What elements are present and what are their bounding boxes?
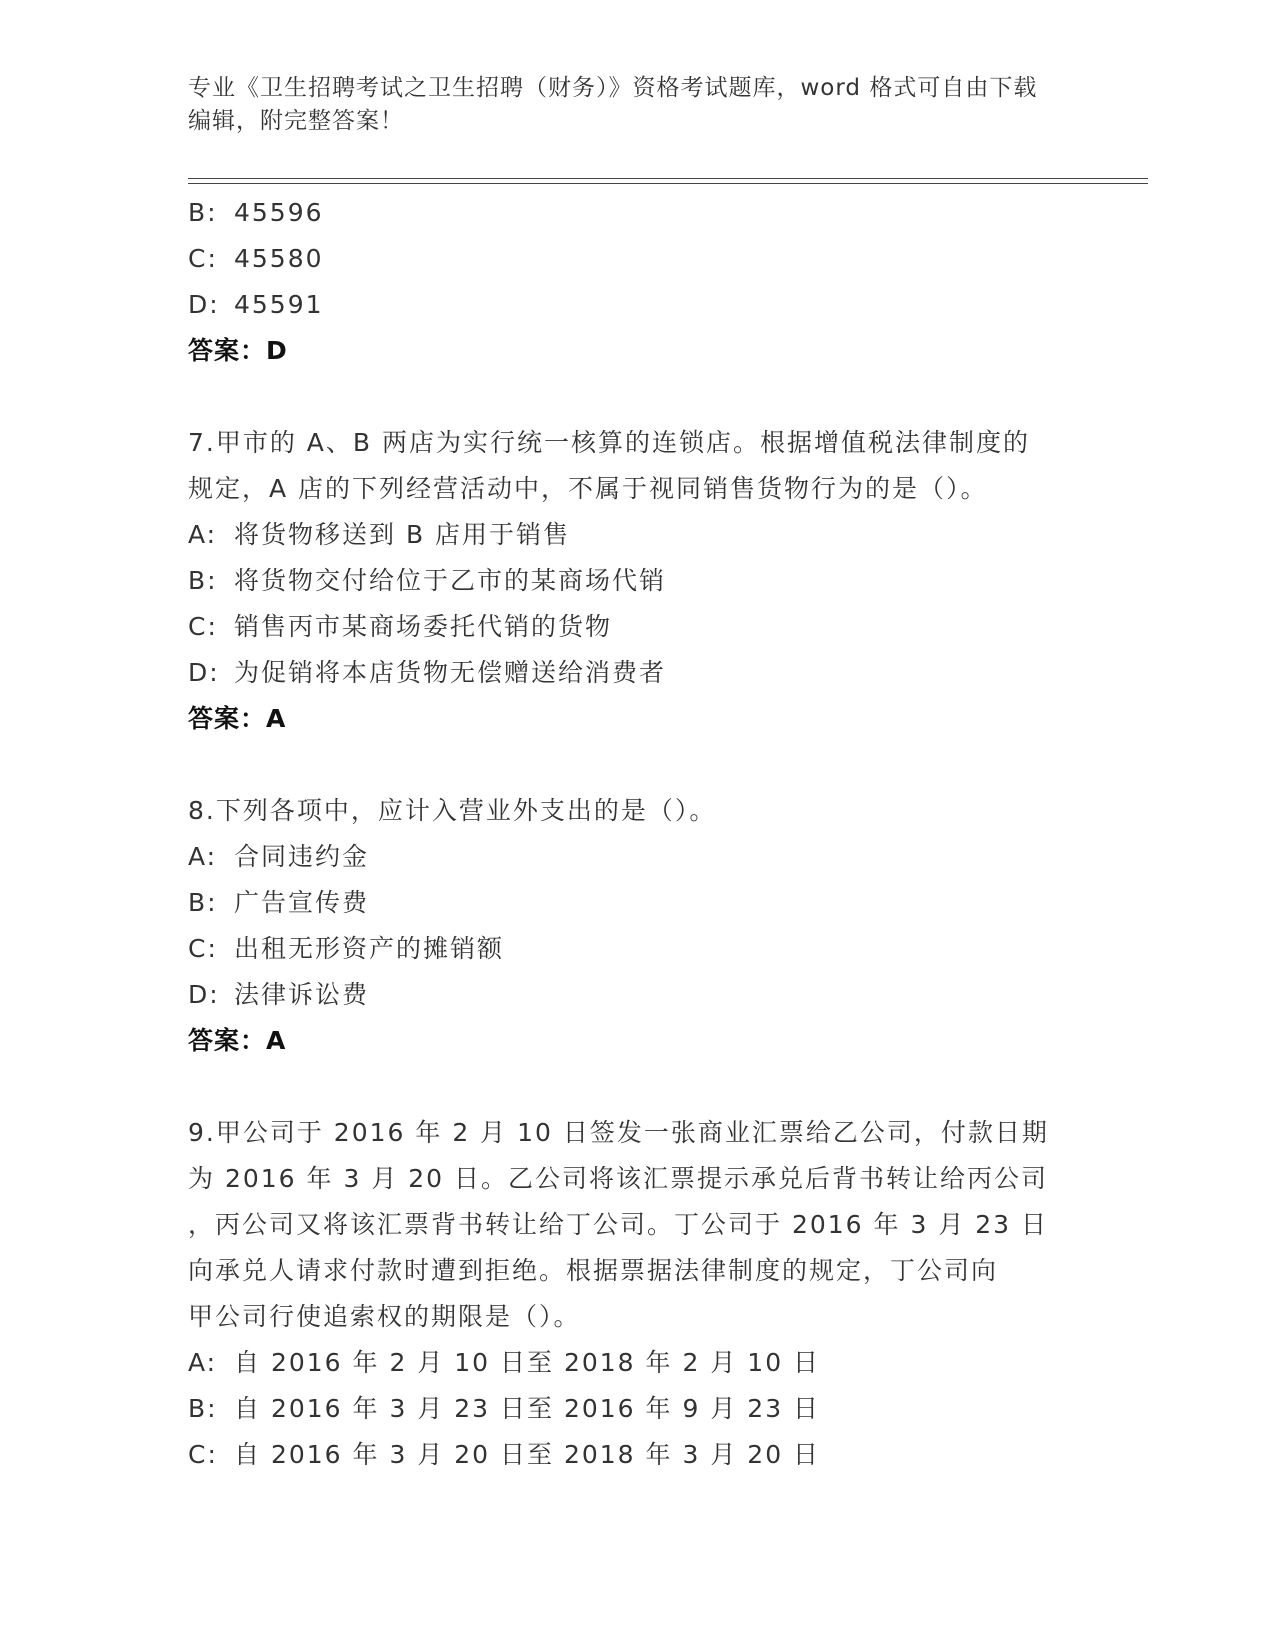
option-label: B: [188,566,218,595]
option-c [188,1432,1088,1478]
option-label: D: [188,290,220,319]
option-label: C: [188,1440,218,1469]
option-label: B: [188,888,218,917]
option-text: 将货物移送到 B 店用于销售 [234,520,571,549]
option-d [188,282,1088,328]
option-text: 45596 [234,198,324,227]
header-divider-bottom [188,183,1148,184]
question-7 [188,420,1088,742]
option-label: D: [188,980,220,1009]
option-label: B: [188,198,218,227]
option-text: 自 2016 年 3 月 23 日至 2016 年 9 月 23 日 [234,1394,821,1423]
option-b [188,558,1088,604]
answer: 答案：A [188,704,287,733]
option-text: 45580 [234,244,324,273]
option-c [188,926,1088,972]
option-d [188,650,1088,696]
option-text: 合同违约金 [234,842,370,871]
option-text: 出租无形资产的摊销额 [234,934,505,963]
option-text: 销售丙市某商场委托代销的货物 [234,612,613,641]
question-6 [188,190,1088,374]
option-b [188,190,1088,236]
answer: 答案：D [188,336,288,365]
option-a [188,512,1088,558]
question-list [188,190,1088,1478]
question-8 [188,788,1088,1064]
option-text: 法律诉讼费 [234,980,370,1009]
option-a [188,1340,1088,1386]
option-text: 45591 [234,290,324,319]
option-text: 自 2016 年 2 月 10 日至 2018 年 2 月 10 日 [234,1348,821,1377]
option-b [188,1386,1088,1432]
option-label: A: [188,842,218,871]
document-header [188,72,1088,138]
option-text: 为促销将本店货物无偿赠送给消费者 [234,658,667,687]
option-d [188,972,1088,1018]
option-a [188,834,1088,880]
question-stem-line: ，丙公司又将该汇票背书转让给丁公司。丁公司于 2016 年 3 月 23 日 [188,1210,1049,1239]
header-line-2: 编辑，附完整答案！ [188,108,404,134]
option-label: C: [188,244,218,273]
answer: 答案：A [188,1026,287,1055]
option-label: D: [188,658,220,687]
question-stem-line: 向承兑人请求付款时遭到拒绝。根据票据法律制度的规定，丁公司向 [188,1256,999,1285]
option-label: A: [188,520,218,549]
option-text: 将货物交付给位于乙市的某商场代销 [234,566,667,595]
question-9 [188,1110,1088,1478]
option-label: C: [188,612,218,641]
option-text: 广告宣传费 [234,888,370,917]
header-line-1: 专业《卫生招聘考试之卫生招聘（财务）》资格考试题库，word 格式可自由下载 [188,75,1038,101]
question-stem-line: 为 2016 年 3 月 20 日。乙公司将该汇票提示承兑后背书转让给丙公司 [188,1164,1049,1193]
question-stem-line: 规定，A 店的下列经营活动中，不属于视同销售货物行为的是（）。 [188,474,988,503]
question-stem-line: 甲公司行使追索权的期限是（）。 [188,1302,581,1331]
question-stem-line: 8.下列各项中，应计入营业外支出的是（）。 [188,796,717,825]
question-stem-line: 7.甲市的 A、B 两店为实行统一核算的连锁店。根据增值税法律制度的 [188,428,1031,457]
option-text: 自 2016 年 3 月 20 日至 2018 年 3 月 20 日 [234,1440,821,1469]
option-label: A: [188,1348,218,1377]
option-b [188,880,1088,926]
question-stem-line: 9.甲公司于 2016 年 2 月 10 日签发一张商业汇票给乙公司，付款日期 [188,1118,1049,1147]
option-c [188,604,1088,650]
header-divider-top [188,178,1148,179]
option-label: C: [188,934,218,963]
option-label: B: [188,1394,218,1423]
option-c [188,236,1088,282]
